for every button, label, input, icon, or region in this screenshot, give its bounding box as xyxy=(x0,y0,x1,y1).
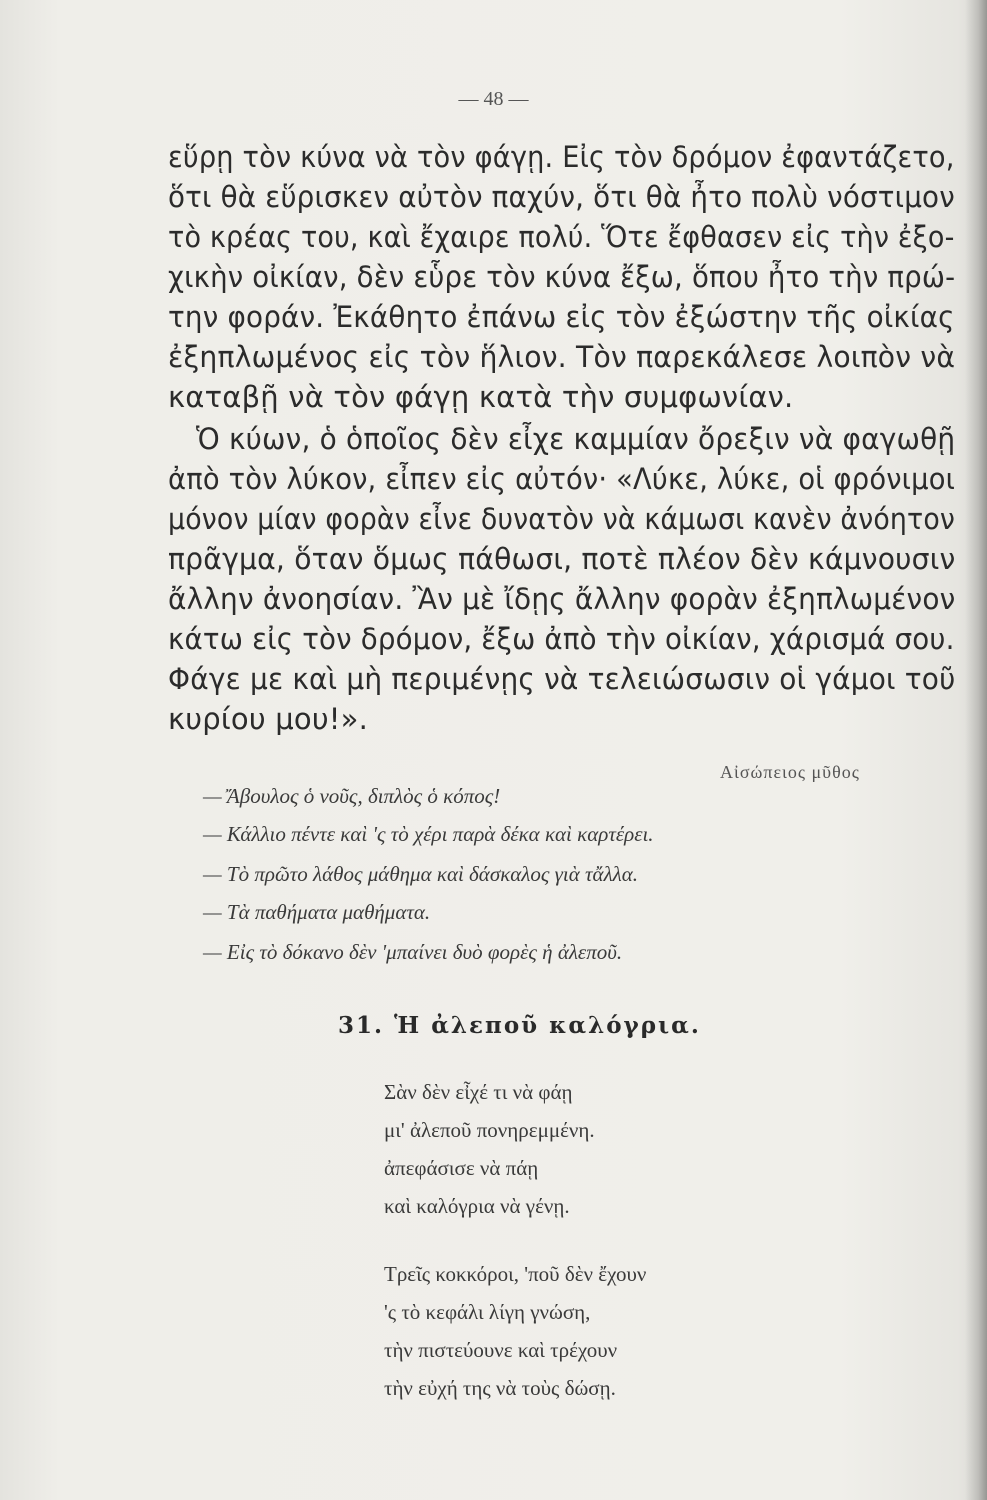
proverb-line: — Τὸ πρῶτο λάθος μάθημα καὶ δάσκαλος γιὰ τἄλλα. xyxy=(203,862,639,886)
prose-line: κάτω εἰς τὸν δρόμον, ἔξω ἀπὸ τὴν οἰκίαν, χάρισμά σου. xyxy=(168,622,955,656)
verse-line: Τρεῖς κοκκόροι, 'ποῦ δὲν ἔχουν xyxy=(384,1262,647,1286)
prose-line: κυρίου μου!». xyxy=(168,702,368,736)
prose-line: Ὁ κύων, ὁ ὁποῖος δὲν εἶχε καμμίαν ὄρεξιν νὰ φαγωθῇ xyxy=(196,422,956,456)
prose-line: ὅτι θὰ εὕρισκεν αὐτὸν παχύν, ὅτι θὰ ἦτο πολὺ νόστιμον xyxy=(168,180,955,214)
prose-line: καταβῇ νὰ τὸν φάγῃ κατὰ τὴν συμφωνίαν. xyxy=(168,380,794,414)
verse-line: 'ς τὸ κεφάλι λίγη γνώση, xyxy=(384,1300,591,1324)
proverb-line: — Εἰς τὸ δόκανο δὲν 'μπαίνει δυὸ φορὲς ἡ ἀλεποῦ. xyxy=(203,940,623,964)
verse-line: ἀπεφάσισε νὰ πάῃ xyxy=(384,1156,539,1180)
section-heading: 31. Ἡ ἀλεποῦ καλόγρια. xyxy=(338,1012,701,1039)
prose-line: την φοράν. Ἐκάθητο ἐπάνω εἰς τὸν ἐξώστην τῆς οἰκίας xyxy=(168,300,955,334)
verse-line: Σὰν δὲν εἶχέ τι νὰ φάῃ xyxy=(384,1080,573,1104)
proverb-line: — Ἄβουλος ὁ νοῦς, διπλὸς ὁ κόπος! xyxy=(203,784,501,808)
prose-line: ἐξηπλωμένος εἰς τὸν ἥλιον. Τὸν παρεκάλεσε λοιπὸν νὰ xyxy=(168,340,956,374)
prose-line: εὕρῃ τὸν κύνα νὰ τὸν φάγῃ. Εἰς τὸν δρόμον ἐφαντάζετο, xyxy=(168,140,955,174)
prose-line: μόνον μίαν φορὰν εἶνε δυνατὸν νὰ κάμωσι κανὲν ἀνόητον xyxy=(168,502,956,536)
prose-line: τὸ κρέας του, καὶ ἔχαιρε πολύ. Ὅτε ἔφθασεν εἰς τὴν ἐξο- xyxy=(168,220,955,254)
verse-line: τὴν πιστεύουνε καὶ τρέχουν xyxy=(384,1338,618,1362)
verse-line: καὶ καλόγρια νὰ γένῃ. xyxy=(384,1194,570,1218)
prose-line: χικὴν οἰκίαν, δὲν εὗρε τὸν κύνα ἔξω, ὅπου ἦτο τὴν πρώ- xyxy=(168,260,956,294)
page-binding-shadow xyxy=(965,0,987,1500)
prose-line: ἄλλην ἀνοησίαν. Ἂν μὲ ἴδῃς ἄλλην φορὰν ἐξηπλωμένον xyxy=(168,582,956,616)
page-number: — 48 — xyxy=(458,88,529,110)
prose-line: ἀπὸ τὸν λύκον, εἶπεν εἰς αὐτόν· «Λύκε, λύκε, οἱ φρόνιμοι xyxy=(168,462,956,496)
proverb-line: — Τὰ παθήματα μαθήματα. xyxy=(203,900,431,924)
prose-line: πρᾶγμα, ὅταν ὅμως πάθωσι, ποτὲ πλέον δὲν κάμνουσιν xyxy=(168,542,956,576)
fable-attribution: Αἰσώπειος μῦθος xyxy=(720,762,860,782)
verse-line: μι' ἀλεποῦ πονηρεμμένη. xyxy=(384,1118,595,1142)
proverb-line: — Κάλλιο πέντε καὶ 'ς τὸ χέρι παρὰ δέκα καὶ καρτέρει. xyxy=(203,822,654,846)
prose-line: Φάγε με καὶ μὴ περιμένῃς νὰ τελειώσωσιν οἱ γάμοι τοῦ xyxy=(168,662,956,696)
verse-line: τὴν εὐχή της νὰ τοὺς δώσῃ. xyxy=(384,1376,616,1400)
